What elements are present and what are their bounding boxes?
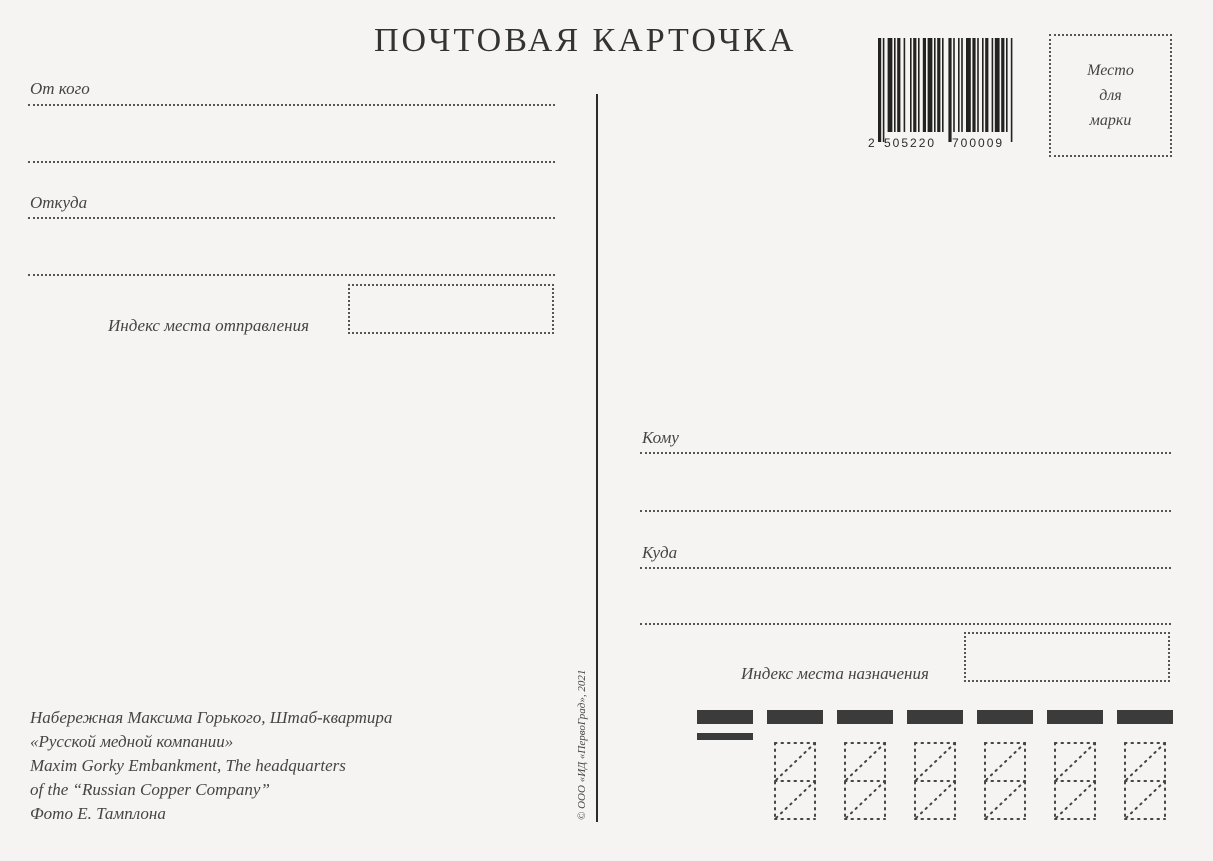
caption-line: Maxim Gorky Embankment, The headquarters: [30, 756, 346, 775]
stencil-segment: [915, 743, 955, 781]
postcode-digit-stencil[interactable]: [981, 740, 1029, 822]
postcode-top-bar: [1047, 710, 1103, 724]
caption-line: of the “Russian Copper Company”: [30, 780, 270, 799]
recipient-address-line-1[interactable]: [640, 567, 1171, 569]
postcode-digit-stencil[interactable]: [1121, 740, 1169, 822]
stencil-segment: [1055, 743, 1095, 781]
barcode-bar: [948, 38, 951, 142]
copyright-text: © ООО «ИД «ПервоГрад», 2021: [576, 669, 588, 820]
postcode-top-bar: [837, 710, 893, 724]
barcode-group-1: 505220: [884, 136, 937, 150]
barcode-bar: [910, 38, 912, 132]
to-line-2[interactable]: [640, 510, 1171, 512]
stencil-segment: [915, 781, 955, 819]
sender-where-label: Откуда: [30, 193, 88, 212]
recipient-index-label: Индекс места назначения: [741, 664, 929, 683]
recipient-address-line-2[interactable]: [640, 623, 1171, 625]
barcode-bar: [1011, 38, 1013, 142]
sender-address-line-1[interactable]: [28, 217, 555, 219]
barcode-bar: [897, 38, 900, 132]
barcode-bar: [913, 38, 916, 132]
barcode-bar: [923, 38, 926, 132]
barcode-first-digit: 2: [868, 136, 876, 150]
stencil-segment: [775, 743, 815, 781]
recipient-index-box[interactable]: [964, 632, 1170, 682]
stencil-segment: [1125, 743, 1165, 781]
barcode-bar: [995, 38, 1000, 132]
postcode-top-bar: [767, 710, 823, 724]
from-line-2[interactable]: [28, 161, 555, 163]
barcode-bar: [982, 38, 984, 132]
barcode-bar: [942, 38, 944, 132]
postcode-top-bar: [907, 710, 963, 724]
barcode-bar: [888, 38, 893, 132]
barcode-bar: [958, 38, 960, 132]
to-label: Кому: [642, 428, 679, 447]
caption-line: Набережная Максима Горького, Штаб-квартира: [30, 708, 393, 727]
postcode-marker-bar: [697, 710, 753, 724]
postcode-top-bar: [977, 710, 1033, 724]
barcode-bar: [953, 38, 955, 132]
stamp-text-line: марки: [1089, 112, 1132, 129]
barcode-bar: [961, 38, 963, 132]
barcode-bar: [883, 38, 885, 142]
postcode-digit-stencil[interactable]: [911, 740, 959, 822]
barcode-bar: [985, 38, 988, 132]
barcode-bar: [928, 38, 933, 132]
stencil-segment: [985, 743, 1025, 781]
barcode-bar: [894, 38, 896, 132]
sender-index-box[interactable]: [348, 284, 554, 334]
barcode-bar: [934, 38, 936, 132]
to-line-1[interactable]: [640, 452, 1171, 454]
postcode-top-bar: [1117, 710, 1173, 724]
sender-address-line-2[interactable]: [28, 274, 555, 276]
postcode-digit-stencil[interactable]: [771, 740, 819, 822]
barcode: [868, 34, 1018, 154]
postcode-marker-bar-small: [697, 733, 753, 740]
barcode-bar: [918, 38, 920, 132]
stencil-segment: [1055, 781, 1095, 819]
stamp-text-line: для: [1099, 87, 1122, 104]
from-label: От кого: [30, 79, 90, 98]
barcode-bar: [972, 38, 975, 132]
from-line-1[interactable]: [28, 104, 555, 106]
barcode-bar: [1006, 38, 1008, 132]
postcode-digit-stencil[interactable]: [841, 740, 889, 822]
barcode-group-2: 700009: [952, 136, 1005, 150]
card-title: ПОЧТОВАЯ КАРТОЧКА: [374, 22, 797, 59]
caption-line: «Русской медной компании»: [30, 732, 234, 751]
photo-caption: [30, 706, 392, 826]
caption-line: Фото Е. Тамплона: [30, 804, 166, 823]
stencil-segment: [845, 781, 885, 819]
barcode-bar: [937, 38, 940, 132]
barcode-bar: [1001, 38, 1004, 132]
stencil-segment: [775, 781, 815, 819]
barcode-bar: [904, 38, 906, 132]
recipient-where-label: Куда: [642, 543, 678, 562]
barcode-bar: [977, 38, 979, 132]
stencil-segment: [985, 781, 1025, 819]
stamp-text-line: Место: [1087, 62, 1134, 79]
barcode-bar: [878, 38, 881, 142]
stencil-segment: [845, 743, 885, 781]
postcode-digit-stencil[interactable]: [1051, 740, 1099, 822]
sender-index-label: Индекс места отправления: [108, 316, 309, 335]
barcode-bar: [966, 38, 971, 132]
barcode-bar: [992, 38, 994, 132]
stamp-placeholder[interactable]: [1049, 34, 1172, 157]
center-divider: [596, 94, 598, 822]
stencil-segment: [1125, 781, 1165, 819]
